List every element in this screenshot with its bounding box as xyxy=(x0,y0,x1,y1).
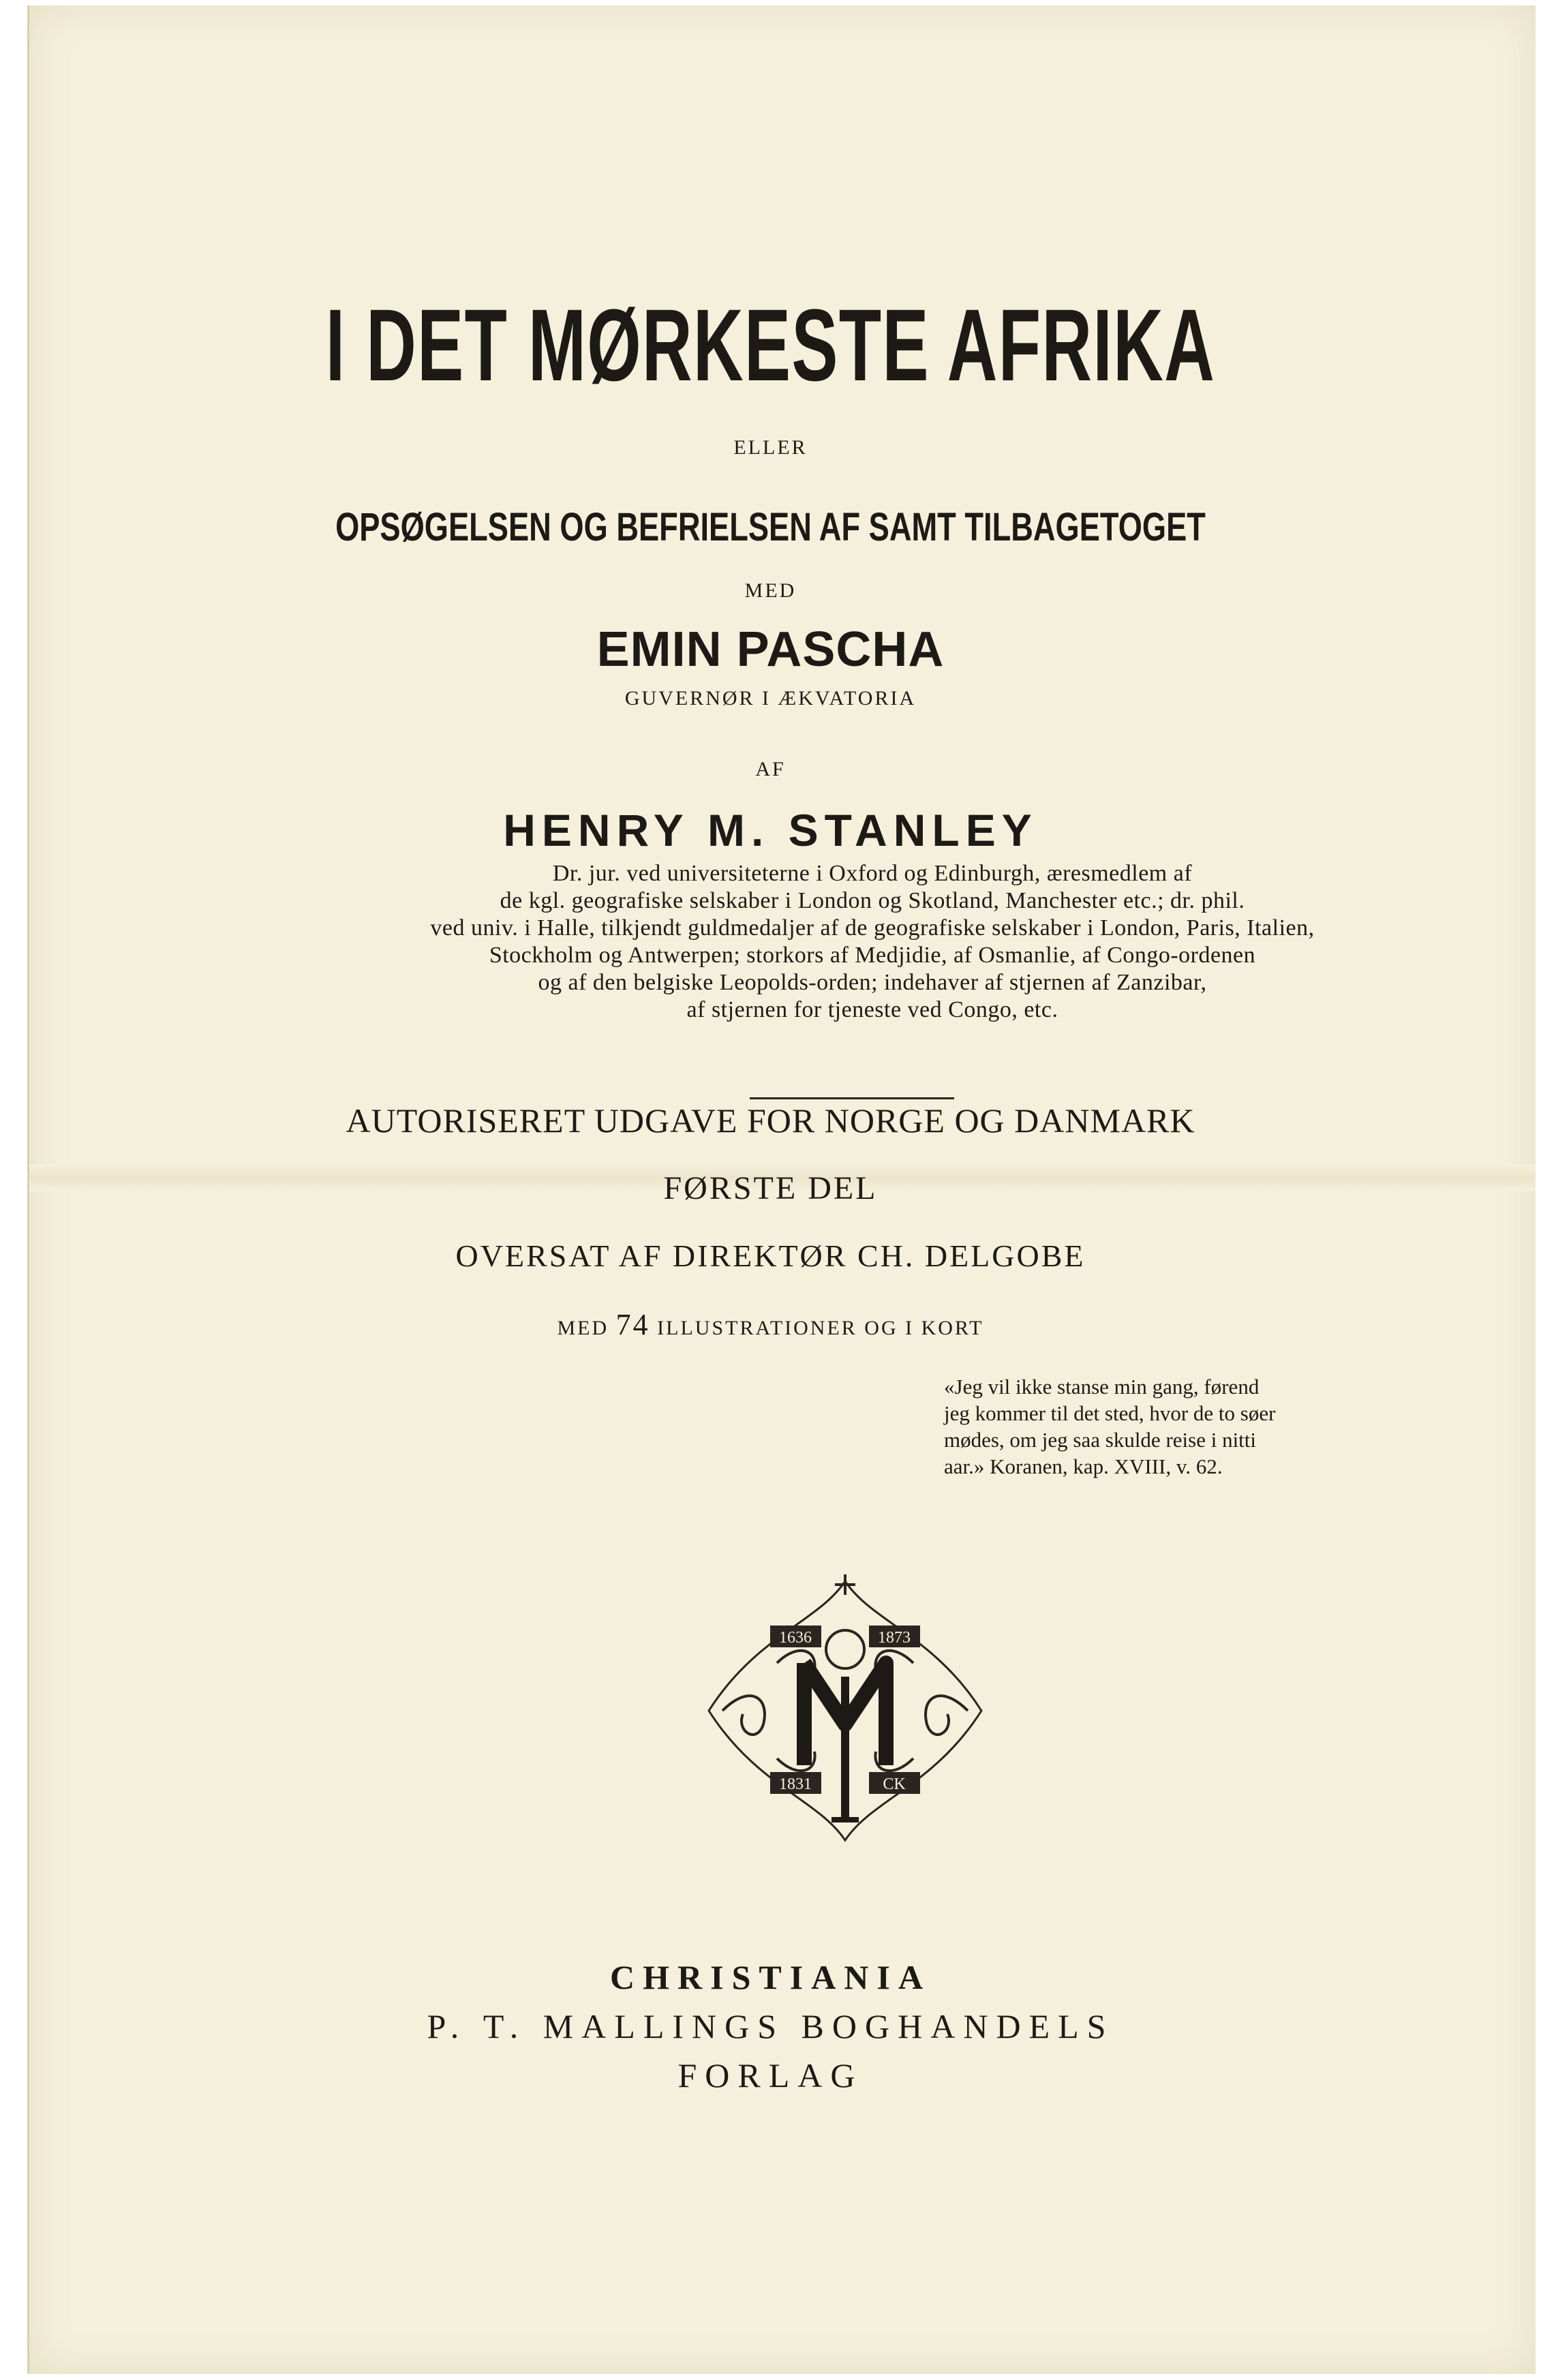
illustrations-prefix: MED xyxy=(557,1317,609,1339)
emblem-year-bottom-right: CK xyxy=(883,1775,906,1793)
credentials-line: og af den belgiske Leopolds-orden; indehaver af stjernen af Zanzibar, xyxy=(538,970,1207,995)
epigraph-line: jeg kommer til det sted, hvor de to søer xyxy=(944,1401,1276,1425)
credentials-line: Stockholm og Antwerpen; storkors af Medjidie, af Osmanlie, af Congo-ordenen xyxy=(489,943,1256,968)
epigraph-line: mødes, om jeg saa skulde reise i nitti xyxy=(944,1428,1257,1452)
author-name: HENRY M. STANLEY xyxy=(503,805,1038,855)
part-label: FØRSTE DEL xyxy=(663,1170,878,1206)
author-credentials xyxy=(327,860,1418,1024)
epigraph-line: «Jeg vil ikke stanse min gang, førend xyxy=(944,1375,1260,1399)
illustrations-suffix: ILLUSTRATIONER OG I KORT xyxy=(657,1317,984,1339)
med-connector: MED xyxy=(744,579,797,602)
illustrations-line xyxy=(0,1307,1541,1342)
imprint-forlag: FORLAG xyxy=(677,2056,864,2094)
illustrations-count: 74 xyxy=(615,1308,650,1341)
epigraph-line: aar.» Koranen, kap. XVIII, v. 62. xyxy=(944,1454,1223,1478)
eller-connector: ELLER xyxy=(733,436,808,459)
book-subtitle: OPSØGELSEN OG BEFRIELSEN AF SAMT TILBAGETOGET xyxy=(335,505,1206,549)
subject-role: GUVERNØR I ÆKVATORIA xyxy=(624,687,917,710)
book-title: I DET MØRKESTE AFRIKA xyxy=(325,288,1216,402)
imprint-city: CHRISTIANIA xyxy=(610,1958,931,1996)
af-connector: AF xyxy=(755,758,786,780)
credentials-line: de kgl. geografiske selskaber i London og Skotland, Manchester etc.; dr. phil. xyxy=(500,888,1245,913)
emblem-year-top-right: 1873 xyxy=(878,1629,911,1647)
credentials-line: Dr. jur. ved universiteterne i Oxford og Edinburgh, æresmedlem af xyxy=(552,861,1193,886)
edition-statement: AUTORISERET UDGAVE FOR NORGE OG DANMARK xyxy=(346,1101,1195,1140)
emblem-year-top-left: 1636 xyxy=(779,1629,812,1647)
translator-line: OVERSAT AF DIREKTØR CH. DELGOBE xyxy=(455,1238,1086,1273)
imprint-publisher: P. T. MALLINGS BOGHANDELS xyxy=(427,2007,1114,2045)
credentials-line: ved univ. i Halle, tilkjendt guldmedaljer af de geografiske selskaber i London, Paris, Italien, xyxy=(430,915,1315,941)
publisher-monogram-emblem xyxy=(695,1561,995,1861)
divider-rule xyxy=(750,1097,954,1099)
epigraph xyxy=(944,1373,1421,1480)
subject-name: EMIN PASCHA xyxy=(596,622,945,677)
emblem-year-bottom-left: 1831 xyxy=(779,1775,812,1793)
credentials-line: af stjernen for tjeneste ved Congo, etc. xyxy=(686,997,1058,1022)
